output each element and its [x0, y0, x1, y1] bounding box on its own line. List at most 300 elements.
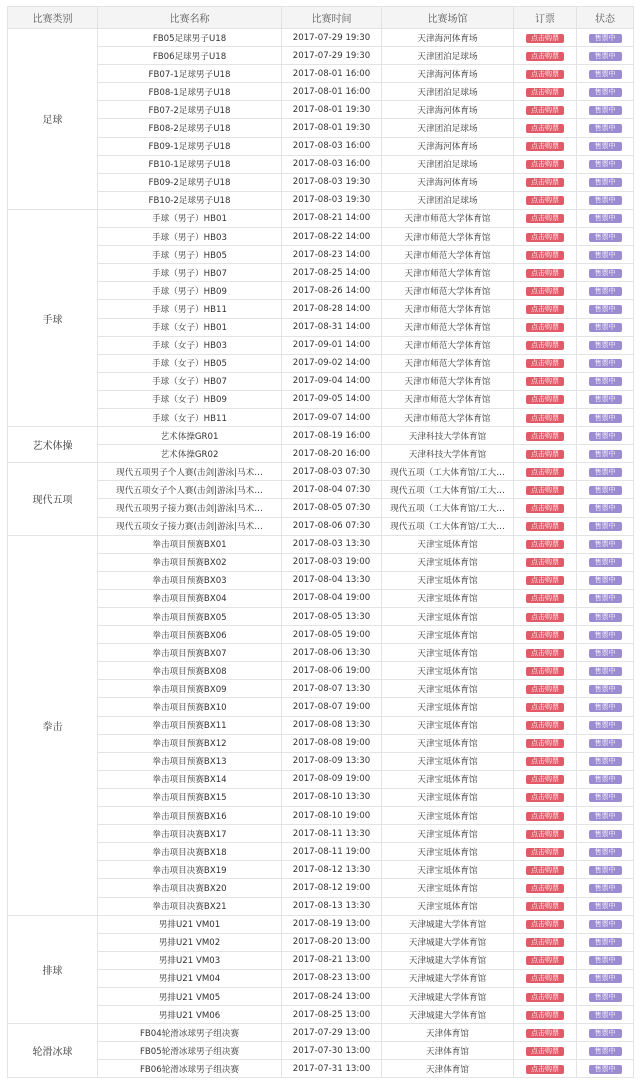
table-row	[8, 987, 634, 1005]
event-venue-cell: 天津海河体育场	[382, 101, 514, 119]
event-time-cell: 2017-08-06 07:30	[282, 517, 382, 535]
buy-ticket-button[interactable]: 点击购票	[526, 1011, 564, 1020]
event-time-cell: 2017-08-01 19:30	[282, 101, 382, 119]
status-cell	[577, 951, 634, 969]
table-row	[8, 282, 634, 300]
buy-ticket-button[interactable]: 点击购票	[526, 993, 564, 1002]
table-row	[8, 408, 634, 426]
table-row	[8, 933, 634, 951]
event-time-cell: 2017-08-05 19:00	[282, 626, 382, 644]
event-time-cell: 2017-08-11 13:30	[282, 825, 382, 843]
table-row	[8, 662, 634, 680]
event-venue-cell: 天津宝坻体育馆	[382, 897, 514, 915]
buy-ticket-button[interactable]: 点击购票	[526, 160, 564, 169]
table-row	[8, 47, 634, 65]
status-cell	[577, 318, 634, 336]
status-cell	[577, 843, 634, 861]
schedule-table	[7, 6, 634, 1078]
event-name-cell: 拳击项目决赛BX21	[98, 897, 282, 915]
event-time-cell: 2017-08-04 13:30	[282, 571, 382, 589]
event-venue-cell: 天津城建大学体育馆	[382, 987, 514, 1005]
event-venue-cell: 天津城建大学体育馆	[382, 915, 514, 933]
buy-ticket-button[interactable]: 点击购票	[526, 812, 564, 821]
buy-ticket-button[interactable]: 点击购票	[526, 1065, 564, 1074]
table-row	[8, 445, 634, 463]
status-cell	[577, 879, 634, 897]
category-cell: 现代五项	[8, 463, 98, 535]
event-venue-cell: 天津市师范大学体育馆	[382, 228, 514, 246]
ticket-cell	[514, 1060, 577, 1078]
header-venue: 比赛场馆	[382, 7, 514, 29]
status-cell	[577, 1024, 634, 1042]
status-badge: 售票中	[589, 106, 622, 115]
event-venue-cell: 天津宝坻体育馆	[382, 571, 514, 589]
event-name-cell: 拳击项目预赛BX03	[98, 571, 282, 589]
ticket-cell	[514, 29, 577, 47]
event-name-cell: 手球（男子）HB09	[98, 282, 282, 300]
status-badge: 售票中	[589, 486, 622, 495]
table-row	[8, 173, 634, 191]
event-venue-cell: 天津市师范大学体育馆	[382, 209, 514, 227]
event-venue-cell: 天津宝坻体育馆	[382, 861, 514, 879]
buy-ticket-button[interactable]: 点击购票	[526, 884, 564, 893]
status-cell	[577, 83, 634, 101]
event-name-cell: 手球（女子）HB07	[98, 372, 282, 390]
buy-ticket-button[interactable]: 点击购票	[526, 359, 564, 368]
event-venue-cell: 天津海河体育场	[382, 173, 514, 191]
status-badge: 售票中	[589, 287, 622, 296]
ticket-cell	[514, 716, 577, 734]
status-badge: 售票中	[589, 775, 622, 784]
table-row	[8, 228, 634, 246]
status-cell	[577, 553, 634, 571]
ticket-cell	[514, 843, 577, 861]
buy-ticket-button[interactable]: 点击购票	[526, 214, 564, 223]
event-time-cell: 2017-08-03 16:00	[282, 155, 382, 173]
buy-ticket-button[interactable]: 点击购票	[526, 1047, 564, 1056]
table-row	[8, 807, 634, 825]
status-badge: 售票中	[589, 902, 622, 911]
buy-ticket-button[interactable]: 点击购票	[526, 34, 564, 43]
status-cell	[577, 752, 634, 770]
event-name-cell: 拳击项目预赛BX12	[98, 734, 282, 752]
buy-ticket-button[interactable]: 点击购票	[526, 649, 564, 658]
table-row	[8, 209, 634, 227]
category-cell: 轮滑冰球	[8, 1024, 98, 1078]
event-venue-cell: 天津市师范大学体育馆	[382, 300, 514, 318]
buy-ticket-button[interactable]: 点击购票	[526, 522, 564, 531]
buy-ticket-button[interactable]: 点击购票	[526, 902, 564, 911]
status-cell	[577, 644, 634, 662]
event-venue-cell: 现代五项（工大体育馆/工大…	[382, 499, 514, 517]
status-badge: 售票中	[589, 142, 622, 151]
event-venue-cell: 天津城建大学体育馆	[382, 969, 514, 987]
event-venue-cell: 天津市师范大学体育馆	[382, 282, 514, 300]
status-badge: 售票中	[589, 956, 622, 965]
buy-ticket-button[interactable]: 点击购票	[526, 196, 564, 205]
status-cell	[577, 987, 634, 1005]
event-time-cell: 2017-08-03 16:00	[282, 137, 382, 155]
ticket-cell	[514, 65, 577, 83]
status-cell	[577, 626, 634, 644]
buy-ticket-button[interactable]: 点击购票	[526, 88, 564, 97]
buy-ticket-button[interactable]: 点击购票	[526, 685, 564, 694]
buy-ticket-button[interactable]: 点击购票	[526, 830, 564, 839]
status-badge: 售票中	[589, 34, 622, 43]
buy-ticket-button[interactable]: 点击购票	[526, 757, 564, 766]
event-name-cell: 拳击项目预赛BX08	[98, 662, 282, 680]
table-row	[8, 65, 634, 83]
ticket-cell	[514, 626, 577, 644]
event-venue-cell: 天津团泊足球场	[382, 47, 514, 65]
table-row	[8, 626, 634, 644]
table-row	[8, 589, 634, 607]
table-header	[8, 7, 634, 29]
event-name-cell: 拳击项目预赛BX02	[98, 553, 282, 571]
event-name-cell: 手球（女子）HB11	[98, 408, 282, 426]
event-name-cell: 拳击项目决赛BX19	[98, 861, 282, 879]
event-time-cell: 2017-08-04 19:00	[282, 589, 382, 607]
buy-ticket-button[interactable]: 点击购票	[526, 468, 564, 477]
ticket-cell	[514, 83, 577, 101]
table-row	[8, 969, 634, 987]
event-venue-cell: 天津团泊足球场	[382, 191, 514, 209]
status-badge: 售票中	[589, 938, 622, 947]
buy-ticket-button[interactable]: 点击购票	[526, 287, 564, 296]
event-time-cell: 2017-08-28 14:00	[282, 300, 382, 318]
table-row	[8, 354, 634, 372]
table-row	[8, 427, 634, 445]
status-badge: 售票中	[589, 830, 622, 839]
header-category: 比赛类别	[8, 7, 98, 29]
event-time-cell: 2017-08-06 13:30	[282, 644, 382, 662]
event-time-cell: 2017-08-06 19:00	[282, 662, 382, 680]
event-venue-cell: 天津宝坻体育馆	[382, 716, 514, 734]
status-badge: 售票中	[589, 52, 622, 61]
event-time-cell: 2017-09-05 14:00	[282, 390, 382, 408]
event-time-cell: 2017-08-08 13:30	[282, 716, 382, 734]
table-row	[8, 1060, 634, 1078]
status-cell	[577, 427, 634, 445]
ticket-cell	[514, 173, 577, 191]
table-row	[8, 1024, 634, 1042]
status-cell	[577, 770, 634, 788]
event-venue-cell: 天津宝坻体育馆	[382, 662, 514, 680]
event-name-cell: 手球（女子）HB01	[98, 318, 282, 336]
ticket-cell	[514, 463, 577, 481]
status-cell	[577, 915, 634, 933]
table-row	[8, 644, 634, 662]
buy-ticket-button[interactable]: 点击购票	[526, 920, 564, 929]
status-cell	[577, 535, 634, 553]
ticket-cell	[514, 969, 577, 987]
status-badge: 售票中	[589, 1029, 622, 1038]
buy-ticket-button[interactable]: 点击购票	[526, 703, 564, 712]
status-cell	[577, 29, 634, 47]
status-cell	[577, 1006, 634, 1024]
buy-ticket-button[interactable]: 点击购票	[526, 486, 564, 495]
event-venue-cell: 天津宝坻体育馆	[382, 626, 514, 644]
status-cell	[577, 680, 634, 698]
event-name-cell: 男排U21 VM02	[98, 933, 282, 951]
event-venue-cell: 天津市师范大学体育馆	[382, 408, 514, 426]
event-time-cell: 2017-08-20 13:00	[282, 933, 382, 951]
event-name-cell: 现代五项女子接力赛(击剑|游泳|马术…	[98, 517, 282, 535]
event-time-cell: 2017-08-20 16:00	[282, 445, 382, 463]
status-badge: 售票中	[589, 1047, 622, 1056]
ticket-cell	[514, 191, 577, 209]
buy-ticket-button[interactable]: 点击购票	[526, 504, 564, 513]
schedule-container	[7, 6, 633, 1078]
status-badge: 售票中	[589, 395, 622, 404]
event-time-cell: 2017-08-01 16:00	[282, 65, 382, 83]
event-venue-cell: 天津团泊足球场	[382, 119, 514, 137]
status-badge: 售票中	[589, 323, 622, 332]
ticket-cell	[514, 734, 577, 752]
buy-ticket-button[interactable]: 点击购票	[526, 178, 564, 187]
buy-ticket-button[interactable]: 点击购票	[526, 775, 564, 784]
status-badge: 售票中	[589, 974, 622, 983]
status-cell	[577, 807, 634, 825]
status-badge: 售票中	[589, 649, 622, 658]
event-venue-cell: 天津宝坻体育馆	[382, 843, 514, 861]
table-row	[8, 246, 634, 264]
buy-ticket-button[interactable]: 点击购票	[526, 341, 564, 350]
event-venue-cell: 天津海河体育场	[382, 137, 514, 155]
buy-ticket-button[interactable]: 点击购票	[526, 233, 564, 242]
buy-ticket-button[interactable]: 点击购票	[526, 558, 564, 567]
ticket-cell	[514, 101, 577, 119]
ticket-cell	[514, 209, 577, 227]
status-badge: 售票中	[589, 196, 622, 205]
event-name-cell: 手球（女子）HB03	[98, 336, 282, 354]
event-time-cell: 2017-08-03 19:30	[282, 191, 382, 209]
event-name-cell: FB08-2足球男子U18	[98, 119, 282, 137]
buy-ticket-button[interactable]: 点击购票	[526, 52, 564, 61]
event-time-cell: 2017-08-09 13:30	[282, 752, 382, 770]
table-row	[8, 318, 634, 336]
event-name-cell: FB09-2足球男子U18	[98, 173, 282, 191]
event-time-cell: 2017-08-24 13:00	[282, 987, 382, 1005]
ticket-cell	[514, 300, 577, 318]
event-venue-cell: 天津宝坻体育馆	[382, 734, 514, 752]
event-venue-cell: 天津体育馆	[382, 1024, 514, 1042]
status-cell	[577, 65, 634, 83]
buy-ticket-button[interactable]: 点击购票	[526, 793, 564, 802]
buy-ticket-button[interactable]: 点击购票	[526, 305, 564, 314]
buy-ticket-button[interactable]: 点击购票	[526, 269, 564, 278]
event-venue-cell: 天津科技大学体育馆	[382, 427, 514, 445]
event-name-cell: FB05足球男子U18	[98, 29, 282, 47]
category-cell: 足球	[8, 29, 98, 210]
event-time-cell: 2017-08-25 14:00	[282, 264, 382, 282]
status-badge: 售票中	[589, 522, 622, 531]
ticket-cell	[514, 535, 577, 553]
status-cell	[577, 589, 634, 607]
status-badge: 售票中	[589, 739, 622, 748]
table-row	[8, 770, 634, 788]
table-row	[8, 101, 634, 119]
category-cell: 排球	[8, 915, 98, 1024]
table-row	[8, 553, 634, 571]
status-badge: 售票中	[589, 1011, 622, 1020]
status-badge: 售票中	[589, 432, 622, 441]
status-cell	[577, 282, 634, 300]
event-name-cell: 男排U21 VM04	[98, 969, 282, 987]
event-time-cell: 2017-08-05 13:30	[282, 608, 382, 626]
event-time-cell: 2017-08-01 16:00	[282, 83, 382, 101]
buy-ticket-button[interactable]: 点击购票	[526, 414, 564, 423]
buy-ticket-button[interactable]: 点击购票	[526, 1029, 564, 1038]
buy-ticket-button[interactable]: 点击购票	[526, 721, 564, 730]
status-cell	[577, 969, 634, 987]
status-badge: 售票中	[589, 450, 622, 459]
ticket-cell	[514, 807, 577, 825]
buy-ticket-button[interactable]: 点击购票	[526, 848, 564, 857]
ticket-cell	[514, 698, 577, 716]
table-row	[8, 915, 634, 933]
table-row	[8, 372, 634, 390]
event-name-cell: 手球（男子）HB11	[98, 300, 282, 318]
table-row	[8, 336, 634, 354]
ticket-cell	[514, 354, 577, 372]
event-time-cell: 2017-08-23 14:00	[282, 246, 382, 264]
event-name-cell: 拳击项目预赛BX07	[98, 644, 282, 662]
event-name-cell: 拳击项目决赛BX20	[98, 879, 282, 897]
status-cell	[577, 571, 634, 589]
buy-ticket-button[interactable]: 点击购票	[526, 613, 564, 622]
table-row	[8, 155, 634, 173]
buy-ticket-button[interactable]: 点击购票	[526, 432, 564, 441]
buy-ticket-button[interactable]: 点击购票	[526, 450, 564, 459]
event-name-cell: 拳击项目预赛BX01	[98, 535, 282, 553]
event-name-cell: 拳击项目决赛BX18	[98, 843, 282, 861]
buy-ticket-button[interactable]: 点击购票	[526, 938, 564, 947]
ticket-cell	[514, 390, 577, 408]
event-name-cell: 拳击项目预赛BX10	[98, 698, 282, 716]
event-venue-cell: 天津宝坻体育馆	[382, 752, 514, 770]
buy-ticket-button[interactable]: 点击购票	[526, 395, 564, 404]
table-row	[8, 481, 634, 499]
ticket-cell	[514, 336, 577, 354]
table-row	[8, 137, 634, 155]
event-time-cell: 2017-09-02 14:00	[282, 354, 382, 372]
buy-ticket-button[interactable]: 点击购票	[526, 540, 564, 549]
event-time-cell: 2017-08-08 19:00	[282, 734, 382, 752]
status-cell	[577, 390, 634, 408]
event-name-cell: 拳击项目预赛BX15	[98, 788, 282, 806]
status-badge: 售票中	[589, 866, 622, 875]
status-cell	[577, 481, 634, 499]
status-badge: 售票中	[589, 920, 622, 929]
table-row	[8, 825, 634, 843]
status-badge: 售票中	[589, 504, 622, 513]
buy-ticket-button[interactable]: 点击购票	[526, 124, 564, 133]
event-time-cell: 2017-08-23 13:00	[282, 969, 382, 987]
buy-ticket-button[interactable]: 点击购票	[526, 70, 564, 79]
buy-ticket-button[interactable]: 点击购票	[526, 956, 564, 965]
event-time-cell: 2017-08-03 07:30	[282, 463, 382, 481]
status-cell	[577, 788, 634, 806]
event-time-cell: 2017-08-19 13:00	[282, 915, 382, 933]
ticket-cell	[514, 1042, 577, 1060]
buy-ticket-button[interactable]: 点击购票	[526, 739, 564, 748]
status-cell	[577, 354, 634, 372]
status-cell	[577, 246, 634, 264]
table-row	[8, 897, 634, 915]
event-venue-cell: 天津宝坻体育馆	[382, 770, 514, 788]
status-cell	[577, 408, 634, 426]
status-badge: 售票中	[589, 993, 622, 1002]
event-time-cell: 2017-08-05 07:30	[282, 499, 382, 517]
event-time-cell: 2017-08-12 13:30	[282, 861, 382, 879]
table-row	[8, 752, 634, 770]
event-time-cell: 2017-08-19 16:00	[282, 427, 382, 445]
category-cell: 手球	[8, 209, 98, 426]
event-venue-cell: 现代五项（工大体育馆/工大…	[382, 463, 514, 481]
event-time-cell: 2017-08-31 14:00	[282, 318, 382, 336]
status-cell	[577, 716, 634, 734]
event-venue-cell: 天津团泊足球场	[382, 155, 514, 173]
event-venue-cell: 天津宝坻体育馆	[382, 553, 514, 571]
buy-ticket-button[interactable]: 点击购票	[526, 323, 564, 332]
event-time-cell: 2017-09-07 14:00	[282, 408, 382, 426]
event-time-cell: 2017-08-07 19:00	[282, 698, 382, 716]
buy-ticket-button[interactable]: 点击购票	[526, 106, 564, 115]
event-name-cell: FB06轮滑冰球男子组决赛	[98, 1060, 282, 1078]
table-row	[8, 463, 634, 481]
buy-ticket-button[interactable]: 点击购票	[526, 251, 564, 260]
event-name-cell: 男排U21 VM03	[98, 951, 282, 969]
event-time-cell: 2017-08-21 14:00	[282, 209, 382, 227]
event-time-cell: 2017-08-03 19:30	[282, 173, 382, 191]
event-venue-cell: 天津市师范大学体育馆	[382, 390, 514, 408]
status-badge: 售票中	[589, 703, 622, 712]
buy-ticket-button[interactable]: 点击购票	[526, 667, 564, 676]
header-name: 比赛名称	[98, 7, 282, 29]
ticket-cell	[514, 770, 577, 788]
buy-ticket-button[interactable]: 点击购票	[526, 377, 564, 386]
ticket-cell	[514, 119, 577, 137]
buy-ticket-button[interactable]: 点击购票	[526, 866, 564, 875]
status-badge: 售票中	[589, 1065, 622, 1074]
status-cell	[577, 47, 634, 65]
event-venue-cell: 天津市师范大学体育馆	[382, 372, 514, 390]
status-cell	[577, 336, 634, 354]
event-name-cell: 手球（男子）HB05	[98, 246, 282, 264]
status-badge: 售票中	[589, 884, 622, 893]
event-time-cell: 2017-08-12 19:00	[282, 879, 382, 897]
ticket-cell	[514, 879, 577, 897]
buy-ticket-button[interactable]: 点击购票	[526, 974, 564, 983]
ticket-cell	[514, 318, 577, 336]
ticket-cell	[514, 264, 577, 282]
buy-ticket-button[interactable]: 点击购票	[526, 631, 564, 640]
buy-ticket-button[interactable]: 点击购票	[526, 594, 564, 603]
buy-ticket-button[interactable]: 点击购票	[526, 142, 564, 151]
status-badge: 售票中	[589, 305, 622, 314]
header-row	[8, 7, 634, 29]
table-row	[8, 119, 634, 137]
event-name-cell: 现代五项男子接力赛(击剑|游泳|马术…	[98, 499, 282, 517]
ticket-cell	[514, 408, 577, 426]
event-venue-cell: 天津城建大学体育馆	[382, 1006, 514, 1024]
table-row	[8, 535, 634, 553]
event-name-cell: 拳击项目决赛BX17	[98, 825, 282, 843]
ticket-cell	[514, 825, 577, 843]
event-venue-cell: 天津宝坻体育馆	[382, 644, 514, 662]
buy-ticket-button[interactable]: 点击购票	[526, 576, 564, 585]
